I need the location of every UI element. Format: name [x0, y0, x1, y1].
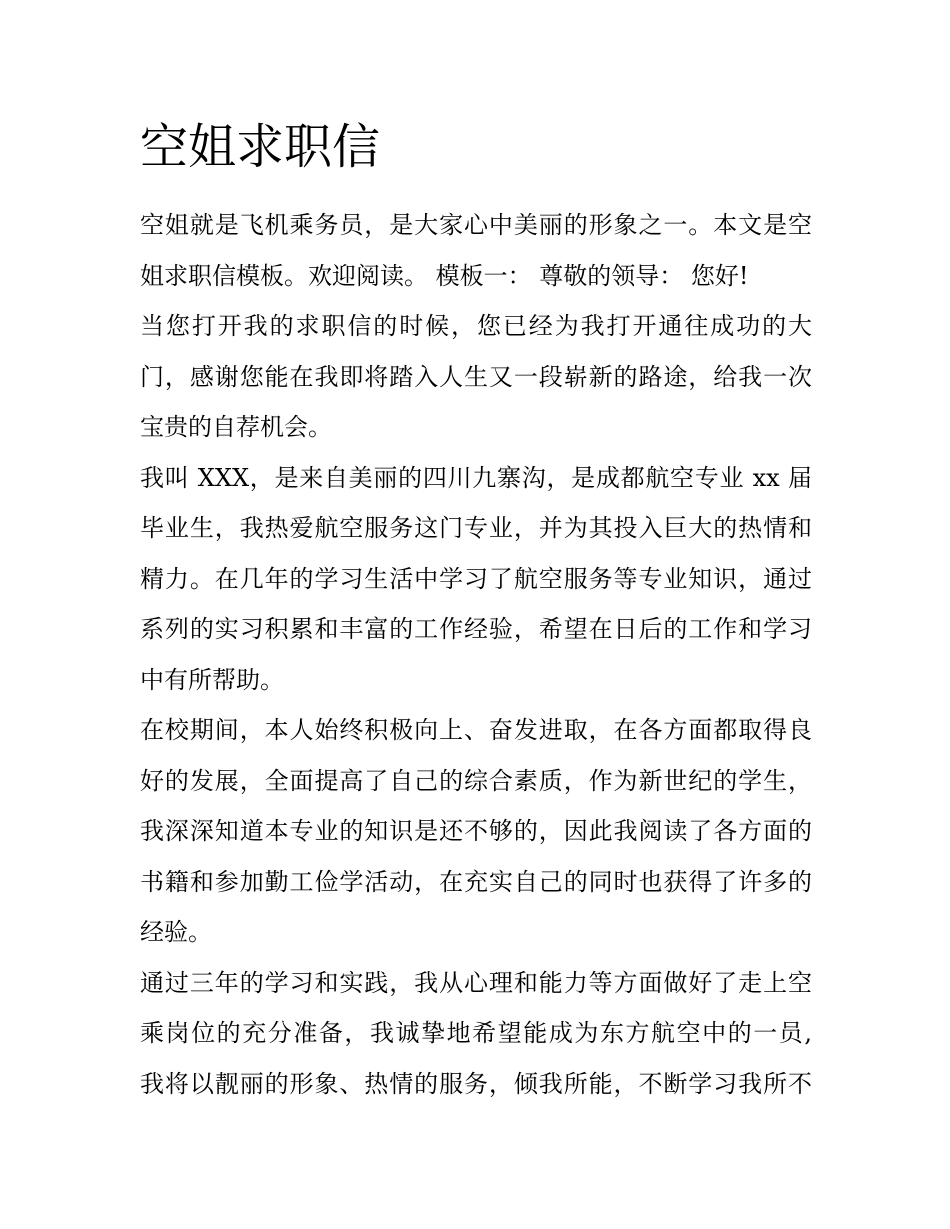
text-line: 精力。在几年的学习生活中学习了航空服务等专业知识，通过: [140, 564, 812, 593]
text-line: 我深深知道本专业的知识是还不够的，因此我阅读了各方面的: [140, 817, 812, 845]
text-line: 好的发展，全面提高了自己的综合素质，作为新世纪的学生，: [140, 766, 812, 795]
text-line: 通过三年的学习和实践，我从心理和能力等方面做好了走上空: [140, 968, 812, 997]
text-line: 姐求职信模板。欢迎阅读。 模板一： 尊敬的领导： 您好!: [140, 261, 749, 290]
text-line: 乘岗位的充分准备，我诚挚地希望能成为东方航空中的一员,: [140, 1019, 812, 1047]
text-line: 我叫 XXX，是来自美丽的四川九寨沟，是成都航空专业 xx 届: [140, 463, 812, 492]
text-line: 在校期间，本人始终积极向上、奋发进取，在各方面都取得良: [140, 716, 812, 744]
text-line: 书籍和参加勤工俭学活动，在充实自己的同时也获得了许多的: [140, 867, 812, 896]
text-line: 中有所帮助。: [140, 665, 284, 694]
text-line: 我将以靓丽的形象、热情的服务，倾我所能，不断学习我所不: [140, 1069, 812, 1098]
text-line: 经验。: [140, 918, 212, 946]
text-line: 空姐就是飞机乘务员，是大家心中美丽的形象之一。本文是空: [140, 211, 812, 239]
text-line: 当您打开我的求职信的时候，您已经为我打开通往成功的大: [140, 312, 812, 340]
text-line: 宝贵的自荐机会。: [140, 413, 332, 441]
text-line: 系列的实习积累和丰富的工作经验，希望在日后的工作和学习: [140, 615, 812, 643]
document-title: 空姐求职信: [140, 119, 381, 175]
text-line: 门，感谢您能在我即将踏入人生又一段崭新的路途，给我一次: [140, 362, 812, 391]
document-body: [140, 200, 812, 1109]
text-line: 毕业生，我热爱航空服务这门专业，并为其投入巨大的热情和: [140, 514, 812, 542]
